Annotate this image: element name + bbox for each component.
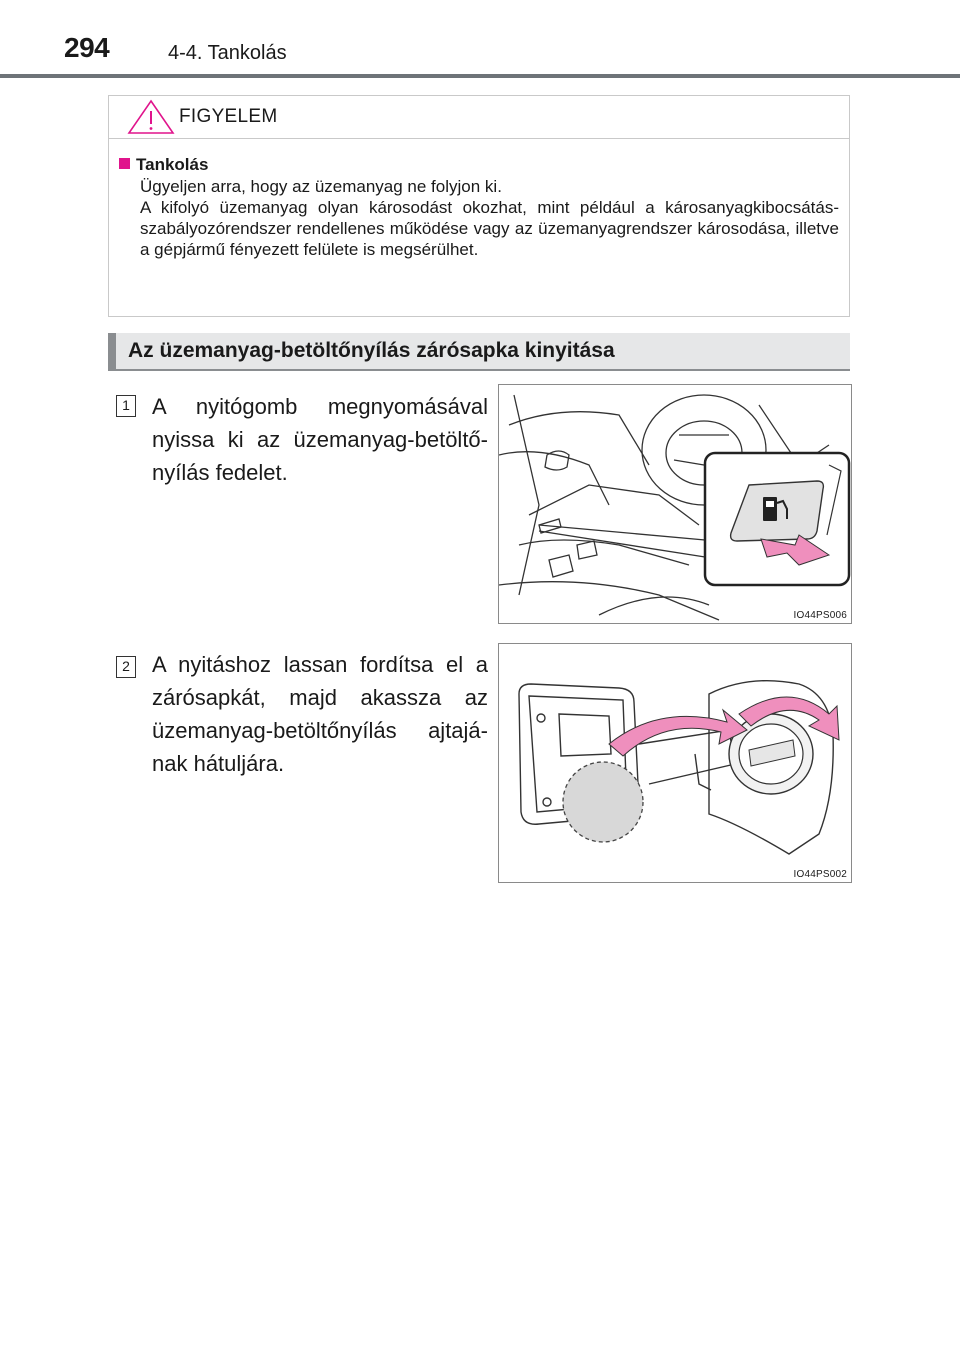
warning-line-1: Ügyeljen arra, hogy az üzemanyag ne folyjon ki. <box>140 177 502 196</box>
header-rule <box>0 74 960 78</box>
interior-illustration <box>499 385 852 624</box>
figure-code-1: IO44PS006 <box>793 610 847 621</box>
figure-fuel-cap <box>498 643 852 883</box>
warning-title: FIGYELEM <box>179 106 278 127</box>
section-title: 4-4. Tankolás <box>168 42 287 64</box>
section-banner <box>108 333 850 369</box>
fuel-cap-illustration <box>499 644 852 883</box>
bullet-square-icon <box>119 158 130 169</box>
banner-title: Az üzemanyag-betöltőnyílás zárósapka kinyitása <box>128 339 615 362</box>
step-text-1: A nyitógomb megnyomásával nyissa ki az üzemanyag-betöltőnyílás fedelet. <box>152 394 488 485</box>
page-header <box>0 0 960 82</box>
figure-fuel-door-button <box>498 384 852 624</box>
warning-body <box>119 154 839 260</box>
step-number-1: 1 <box>116 395 136 417</box>
warning-subheading <box>119 154 839 176</box>
warning-triangle-icon <box>127 99 175 135</box>
warning-box <box>108 95 850 317</box>
warning-header <box>109 96 849 139</box>
figure-code-2: IO44PS002 <box>793 869 847 880</box>
warning-subheading-text: Tankolás <box>136 155 209 174</box>
step-text-2: A nyitáshoz lassan fordítsa el a zárósapkát, majd akassza az üzemanyag-betöltőnyílás ajtajának hátuljára. <box>152 652 488 776</box>
page-number: 294 <box>64 32 110 63</box>
warning-line-2: A kifolyó üzemanyag olyan károsodást okozhat, mint például a károsanyagkibocsátás-szabályozórendszer rendellenes működése vagy az üzemanyagrendszer károsodása, illetve a gépjármű fényezett felülete is megsérülhet. <box>140 198 839 259</box>
step-number-2: 2 <box>116 656 136 678</box>
